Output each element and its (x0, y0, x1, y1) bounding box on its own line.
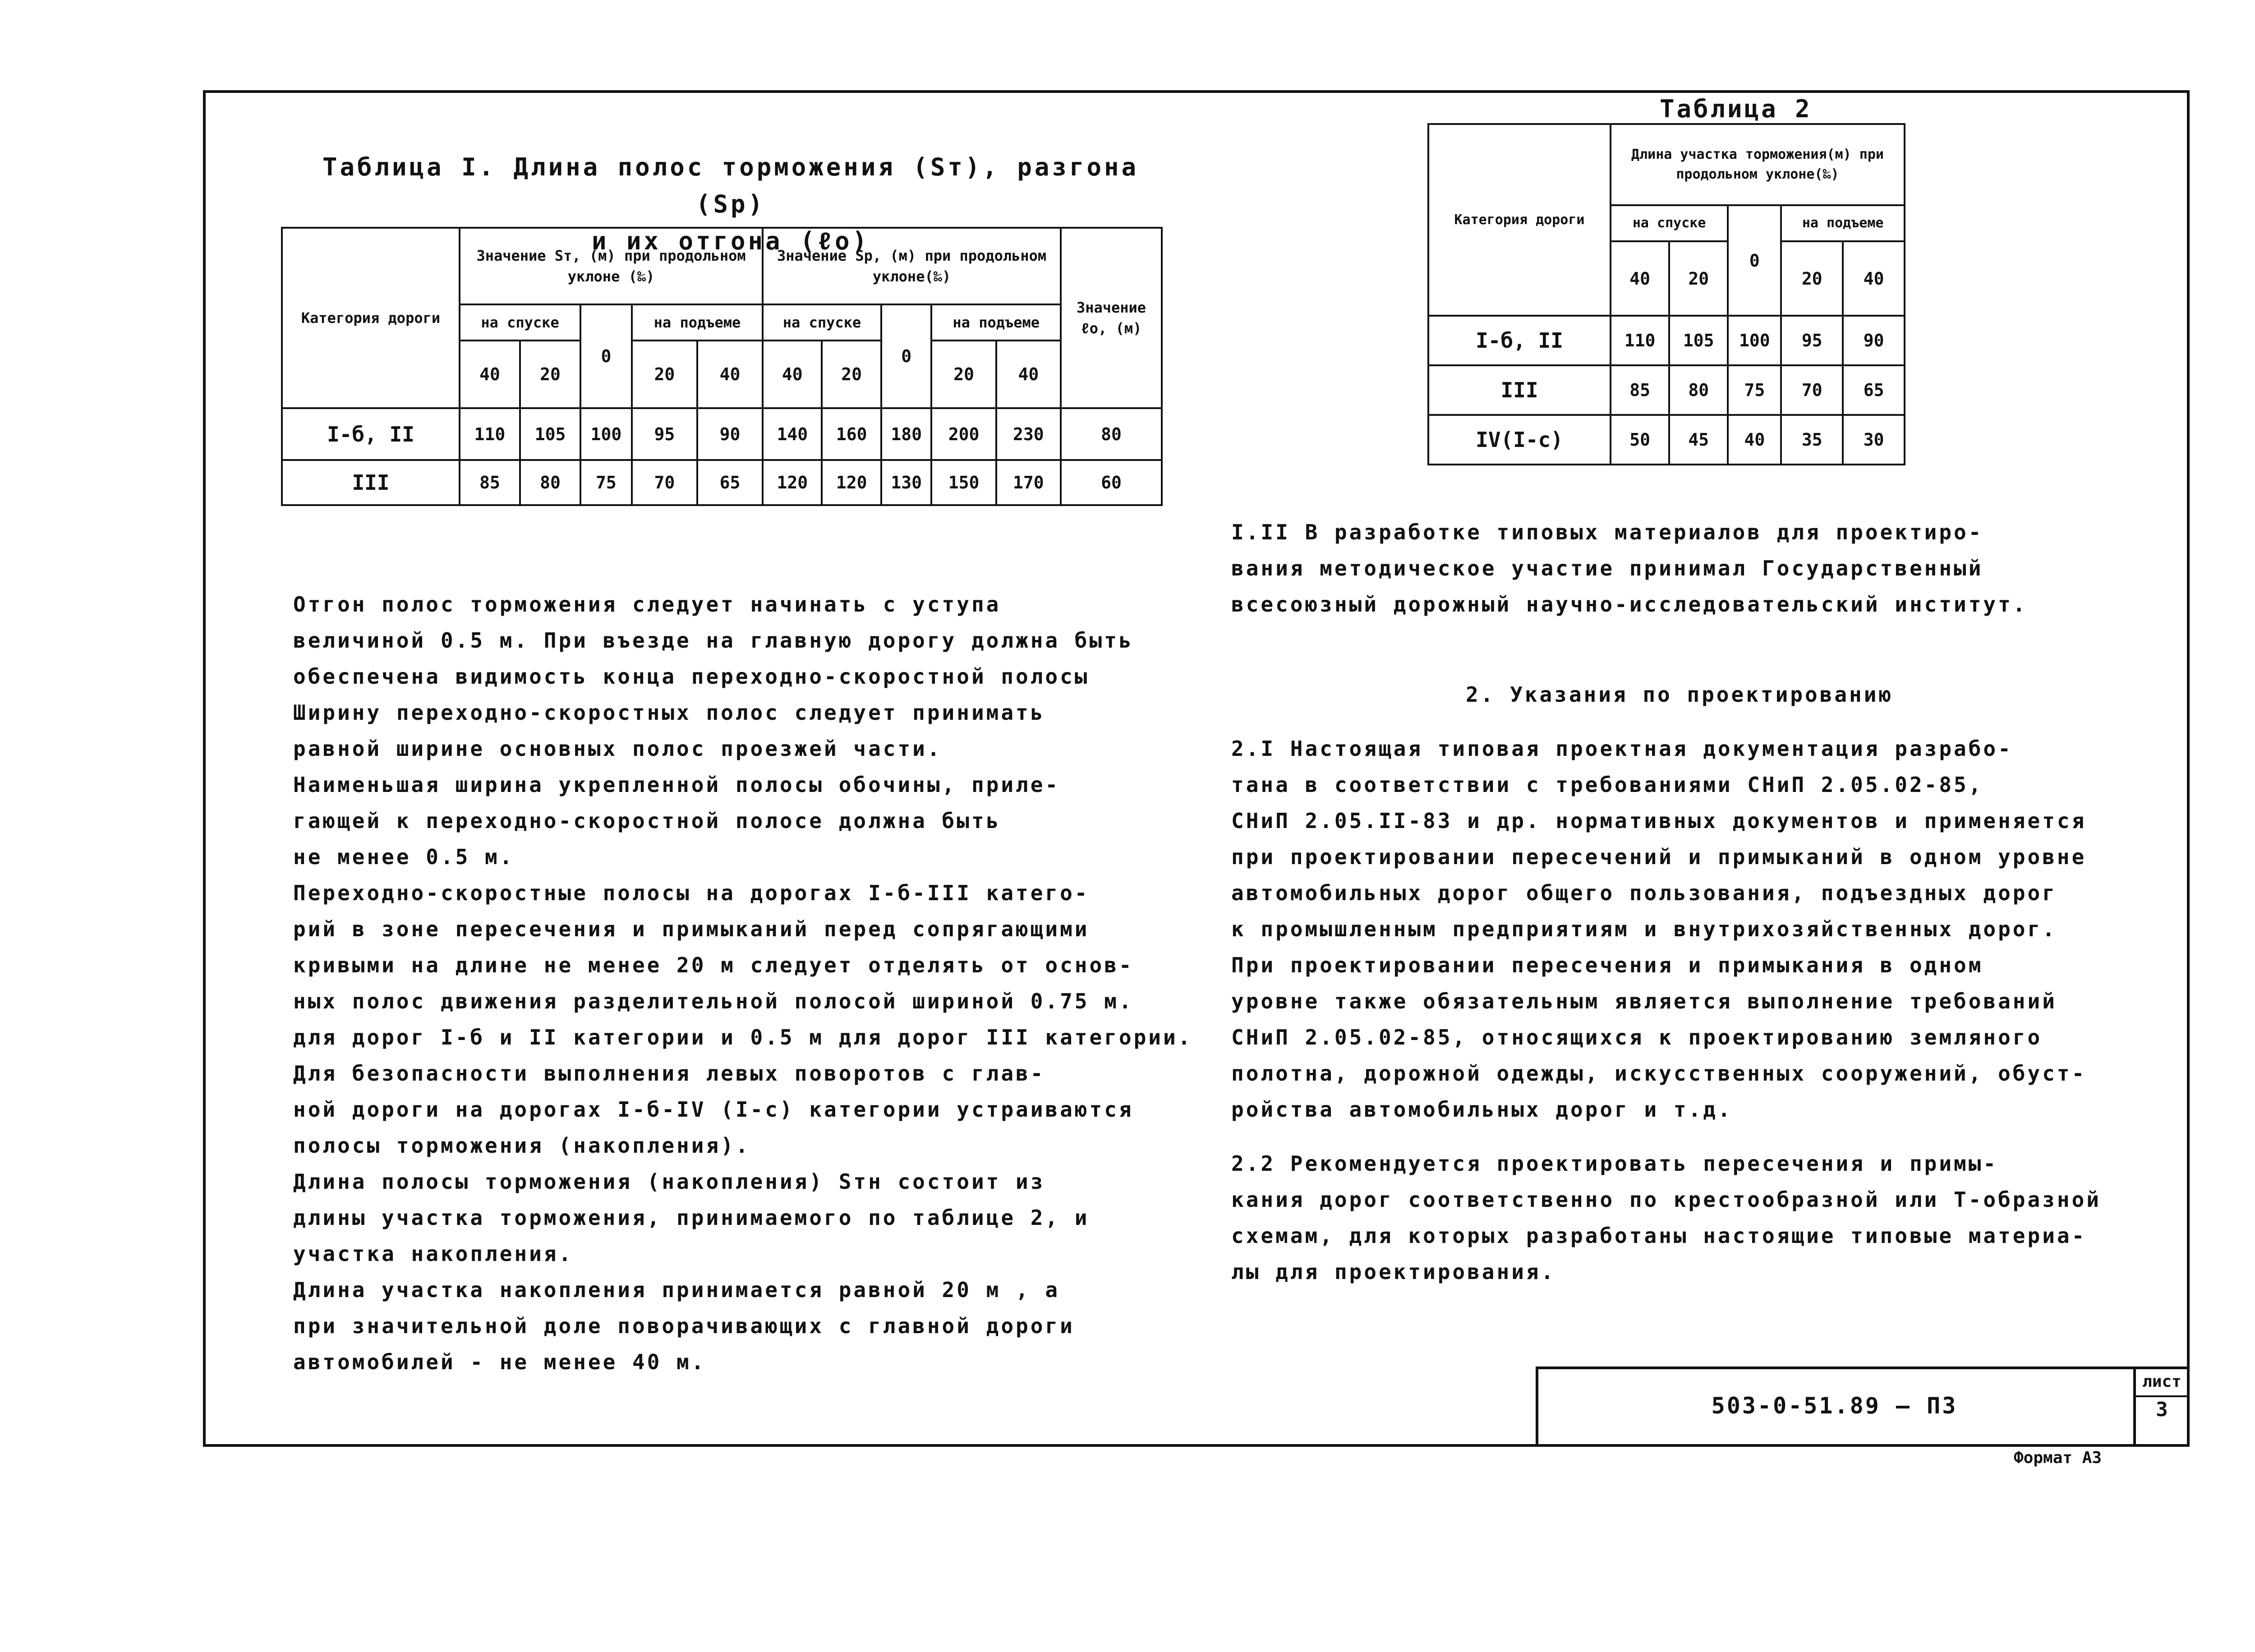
text-line: тана в соответствии с требованиями СНиП 2.05.02-85, (1231, 773, 1983, 797)
table-row (1428, 365, 1905, 415)
table1-slope-cell: 0 (580, 304, 632, 408)
table1-slope-cell: 20 (931, 341, 996, 408)
text-line: Длина полосы торможения (накопления) Sтн состоит из (293, 1169, 1045, 1194)
table2-slope-cell: 20 (1669, 241, 1728, 316)
table1-slope-cell: 20 (822, 341, 881, 408)
text-line: При проектировании пересечения и примыкания в одном (1231, 953, 1983, 977)
table-cell: 35 (1781, 415, 1843, 465)
table-row (282, 460, 1162, 505)
text-line: ной дороги на дорогах I-б-IV (I-с) категории устраиваются (293, 1097, 1134, 1122)
table-cell: 130 (881, 460, 932, 505)
table-cell: 120 (763, 460, 822, 505)
text-line: схемам, для которых разработаны настоящие типовые материа- (1231, 1224, 2087, 1248)
text-line: кания дорог соответственно по крестообразной или Т-образной (1231, 1187, 2101, 1212)
table1-slope-cell: 20 (520, 341, 580, 408)
table1-slope-cell: 40 (996, 341, 1061, 408)
table-cell: 90 (1843, 316, 1905, 365)
table-cell: 80 (1669, 365, 1728, 415)
table1-row-category: I-б, II (282, 408, 460, 460)
text-line: ройства автомобильных дорог и т.д. (1231, 1097, 1733, 1122)
text-line: рий в зоне пересечения и примыканий перед сопрягающими (293, 917, 1090, 941)
table-cell: 65 (697, 460, 763, 505)
table-cell: 140 (763, 408, 822, 460)
table1 (281, 227, 1163, 506)
table-cell: 80 (520, 460, 580, 505)
text-line: Переходно-скоростные полосы на дорогах I-б-III катего- (293, 881, 1090, 905)
text-line: не менее 0.5 м. (293, 845, 515, 869)
table1-sp-down: на спуске (763, 304, 881, 341)
text-line: величиной 0.5 м. При въезде на главную дорогу должна быть (293, 628, 1134, 653)
table1-slope-cell: 40 (697, 341, 763, 408)
table-cell: 160 (822, 408, 881, 460)
text-line: Отгон полос торможения следует начинать с уступа (293, 592, 1001, 617)
table2-slope-cell: 40 (1611, 241, 1669, 316)
table-cell: 105 (520, 408, 580, 460)
left-text-column (293, 586, 1218, 1380)
table1-header-lo: Значение ℓо, (м) (1061, 228, 1162, 408)
text-line: автомобилей - не менее 40 м. (293, 1350, 706, 1374)
text-line: Ширину переходно-скоростных полос следует принимать (293, 700, 1045, 725)
table-cell: 200 (931, 408, 996, 460)
table-cell: 60 (1061, 460, 1162, 505)
section-heading: 2. Указания по проектированию (1466, 682, 1894, 707)
table1-sp-up: на подъеме (931, 304, 1061, 341)
table-cell: 45 (1669, 415, 1728, 465)
table2-header-length: Длина участка торможения(м) при продольном уклоне(‰) (1611, 124, 1905, 205)
table1-header-sp: Значение Sр, (м) при продольном уклоне(‰) (763, 228, 1061, 304)
text-line: Наименьшая ширина укрепленной полосы обочины, приле- (293, 773, 1060, 797)
table-cell: 105 (1669, 316, 1728, 365)
text-line: 2.I Настоящая типовая проектная документация разрабо- (1231, 736, 2013, 761)
table2 (1427, 123, 1905, 465)
table-cell: 65 (1843, 365, 1905, 415)
table-cell: 170 (996, 460, 1061, 505)
text-line: участка накопления. (293, 1242, 574, 1266)
table-row (1428, 415, 1905, 465)
text-line: гающей к переходно-скоростной полосе должна быть (293, 809, 1001, 833)
text-line: длины участка торможения, принимаемого по таблице 2, и (293, 1206, 1090, 1230)
table2-row-category: III (1428, 365, 1611, 415)
text-line: лы для проектирования. (1231, 1260, 1556, 1284)
table1-row-category: III (282, 460, 460, 505)
table2-slope-cell: 40 (1843, 241, 1905, 316)
table1-title-line1: Таблица I. Длина полос торможения (Sт), разгона (Sр) (322, 153, 1139, 218)
text-line: 2.2 Рекомендуется проектировать пересечения и примы- (1231, 1151, 1998, 1176)
table1-slope-cell: 40 (460, 341, 520, 408)
text-line: всесоюзный дорожный научно-исследовательский институт. (1231, 592, 2028, 617)
table1-header-category: Категория дороги (282, 228, 460, 408)
table2-row-category: IV(I-с) (1428, 415, 1611, 465)
text-line: СНиП 2.05.II-83 и др. нормативных документов и применяется (1231, 809, 2087, 833)
table-cell: 85 (1611, 365, 1669, 415)
table-cell: 75 (580, 460, 632, 505)
format-label: Формат А3 (2014, 1449, 2102, 1467)
text-line: кривыми на длине не менее 20 м следует отделять от основ- (293, 953, 1134, 977)
sheet-number: 3 (2156, 1398, 2168, 1421)
table1-title-line2: и их отгона (ℓо) (591, 227, 870, 255)
table-row (282, 408, 1162, 460)
text-line: Для безопасности выполнения левых поворотов с глав- (293, 1061, 1045, 1086)
text-line: полотна, дорожной одежды, искусственных сооружений, обуст- (1231, 1061, 2087, 1086)
table1-slope-cell: 40 (763, 341, 822, 408)
table-cell: 150 (931, 460, 996, 505)
text-line: к промышленным предприятиям и внутрихозяйственных дорог. (1231, 917, 2057, 941)
table-cell: 230 (996, 408, 1061, 460)
table1-slope-cell: 0 (881, 304, 932, 408)
table-row (1428, 316, 1905, 365)
text-line: автомобильных дорог общего пользования, подъездных дорог (1231, 881, 2057, 905)
table2-up: на подъеме (1781, 205, 1905, 241)
text-line: I.II В разработке типовых материалов для проектиро- (1231, 520, 1983, 544)
table1-slope-cell: 20 (632, 341, 697, 408)
table1-st-up: на подъеме (632, 304, 763, 341)
table-cell: 90 (697, 408, 763, 460)
table2-slope-cell: 20 (1781, 241, 1843, 316)
table-cell: 100 (1728, 316, 1781, 365)
text-line: Длина участка накопления принимается равной 20 м , а (293, 1278, 1060, 1302)
table2-slope-cell: 0 (1728, 205, 1781, 316)
document-code: 503-0-51.89 – ПЗ (1711, 1393, 1958, 1419)
text-line: обеспечена видимость конца переходно-скоростной полосы (293, 664, 1090, 689)
table-cell: 70 (632, 460, 697, 505)
table-cell: 100 (580, 408, 632, 460)
sheet-label: лист (2136, 1368, 2188, 1397)
table-cell: 110 (460, 408, 520, 460)
table-cell: 85 (460, 460, 520, 505)
table2-title: Таблица 2 (1660, 95, 1812, 123)
table-cell: 30 (1843, 415, 1905, 465)
table2-row-category: I-б, II (1428, 316, 1611, 365)
text-line: уровне также обязательным является выполнение требований (1231, 989, 2057, 1013)
table2-header-category: Категория дороги (1428, 124, 1611, 316)
text-line: при проектировании пересечений и примыканий в одном уровне (1231, 845, 2087, 869)
text-line: СНиП 2.05.02-85, относящихся к проектированию земляного (1231, 1025, 2043, 1049)
table-cell: 95 (632, 408, 697, 460)
table2-down: на спуске (1611, 205, 1728, 241)
table-cell: 70 (1781, 365, 1843, 415)
table-cell: 40 (1728, 415, 1781, 465)
text-line: ных полос движения разделительной полосой шириной 0.75 м. (293, 989, 1134, 1013)
text-line: равной ширине основных полос проезжей части. (293, 736, 942, 761)
text-line: при значительной доле поворачивающих с главной дороги (293, 1314, 1075, 1338)
table-cell: 120 (822, 460, 881, 505)
text-line: полосы торможения (накопления). (293, 1133, 750, 1158)
table-cell: 50 (1611, 415, 1669, 465)
right-text-column (1231, 514, 2156, 1290)
table-cell: 80 (1061, 408, 1162, 460)
text-line: для дорог I-б и II категории и 0.5 м для дорог III категории. (293, 1025, 1193, 1049)
table1-header-st: Значение Sт, (м) при продольном уклоне (‰) (460, 228, 763, 304)
table-cell: 95 (1781, 316, 1843, 365)
table-cell: 180 (881, 408, 932, 460)
table-cell: 75 (1728, 365, 1781, 415)
table1-st-down: на спуске (460, 304, 580, 341)
text-line: вания методическое участие принимал Государственный (1231, 556, 1983, 580)
table-cell: 110 (1611, 316, 1669, 365)
